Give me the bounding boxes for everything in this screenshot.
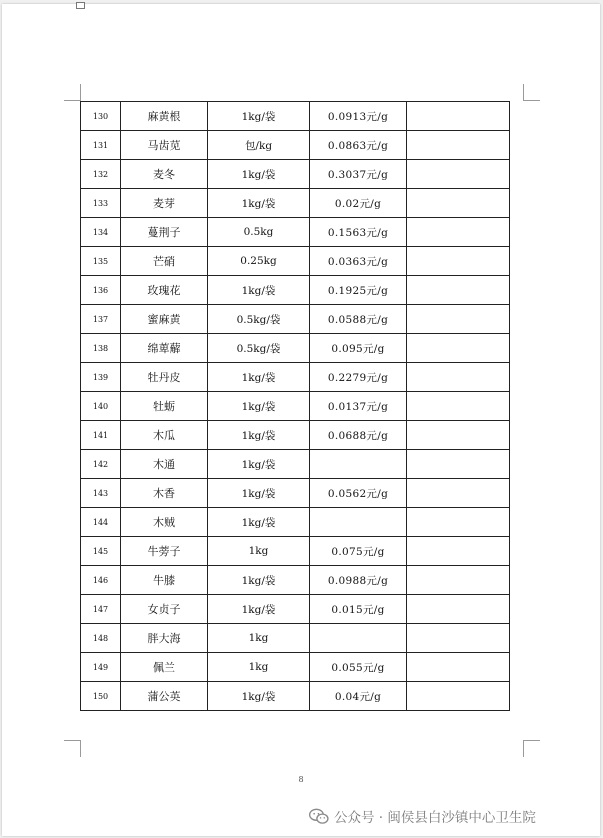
cell-specification: 1kg/袋 — [208, 566, 310, 595]
cell-specification: 1kg/袋 — [208, 363, 310, 392]
cell-unit-price — [310, 508, 407, 537]
cell-remark — [407, 595, 510, 624]
table-row — [81, 334, 510, 363]
cell-number: 138 — [81, 334, 121, 363]
cell-herb-name: 木通 — [121, 450, 208, 479]
cell-herb-name: 女贞子 — [121, 595, 208, 624]
cell-herb-name: 牛蒡子 — [121, 537, 208, 566]
cell-specification: 1kg/袋 — [208, 421, 310, 450]
wechat-icon — [308, 808, 330, 825]
cell-remark — [407, 479, 510, 508]
page-top-marker — [76, 2, 85, 9]
cell-number: 149 — [81, 653, 121, 682]
table-row — [81, 189, 510, 218]
cell-specification: 0.5kg — [208, 218, 310, 247]
cell-herb-name: 木贼 — [121, 508, 208, 537]
cell-remark — [407, 421, 510, 450]
cell-specification: 1kg/袋 — [208, 160, 310, 189]
cell-specification: 1kg — [208, 653, 310, 682]
cell-specification: 1kg/袋 — [208, 450, 310, 479]
cell-remark — [407, 218, 510, 247]
cell-remark — [407, 102, 510, 131]
cell-herb-name: 佩兰 — [121, 653, 208, 682]
table-row — [81, 450, 510, 479]
cell-unit-price: 0.095元/g — [310, 334, 407, 363]
cell-herb-name: 绵萆薢 — [121, 334, 208, 363]
cell-number: 147 — [81, 595, 121, 624]
cell-specification: 1kg/袋 — [208, 276, 310, 305]
cell-number: 139 — [81, 363, 121, 392]
cell-number: 133 — [81, 189, 121, 218]
table-row — [81, 653, 510, 682]
cell-unit-price: 0.0913元/g — [310, 102, 407, 131]
cell-remark — [407, 247, 510, 276]
cell-specification: 1kg/袋 — [208, 508, 310, 537]
cell-unit-price: 0.075元/g — [310, 537, 407, 566]
document-page — [2, 4, 600, 836]
cell-herb-name: 蒲公英 — [121, 682, 208, 711]
cell-unit-price: 0.0562元/g — [310, 479, 407, 508]
cell-number: 150 — [81, 682, 121, 711]
cell-unit-price: 0.055元/g — [310, 653, 407, 682]
cell-herb-name: 麻黄根 — [121, 102, 208, 131]
cell-number: 148 — [81, 624, 121, 653]
cell-unit-price: 0.0363元/g — [310, 247, 407, 276]
cell-specification: 0.25kg — [208, 247, 310, 276]
cell-number: 131 — [81, 131, 121, 160]
cell-herb-name: 麦芽 — [121, 189, 208, 218]
cell-unit-price: 0.0988元/g — [310, 566, 407, 595]
table-row — [81, 247, 510, 276]
cell-unit-price — [310, 450, 407, 479]
cell-herb-name: 马齿苋 — [121, 131, 208, 160]
cell-number: 145 — [81, 537, 121, 566]
cell-remark — [407, 160, 510, 189]
cell-remark — [407, 392, 510, 421]
table-row — [81, 421, 510, 450]
cell-unit-price: 0.04元/g — [310, 682, 407, 711]
cell-remark — [407, 537, 510, 566]
cell-unit-price: 0.0688元/g — [310, 421, 407, 450]
table-row — [81, 682, 510, 711]
cell-number: 130 — [81, 102, 121, 131]
table-row — [81, 276, 510, 305]
cell-number: 142 — [81, 450, 121, 479]
cell-specification: 1kg/袋 — [208, 392, 310, 421]
cell-herb-name: 玫瑰花 — [121, 276, 208, 305]
cell-specification: 包/kg — [208, 131, 310, 160]
cell-specification: 1kg/袋 — [208, 682, 310, 711]
watermark-text: 公众号 · 闽侯县白沙镇中心卫生院 — [334, 810, 536, 826]
cell-herb-name: 芒硝 — [121, 247, 208, 276]
table-row — [81, 624, 510, 653]
cell-specification: 1kg/袋 — [208, 595, 310, 624]
cell-herb-name: 木香 — [121, 479, 208, 508]
table-row — [81, 218, 510, 247]
cell-herb-name: 麦冬 — [121, 160, 208, 189]
table-row — [81, 595, 510, 624]
table-row — [81, 508, 510, 537]
table-row — [81, 102, 510, 131]
cell-unit-price: 0.015元/g — [310, 595, 407, 624]
cell-unit-price: 0.1925元/g — [310, 276, 407, 305]
cell-remark — [407, 131, 510, 160]
crop-mark-bottom-right — [523, 740, 540, 757]
herb-price-table — [80, 101, 510, 711]
cell-herb-name: 牛膝 — [121, 566, 208, 595]
cell-number: 132 — [81, 160, 121, 189]
cell-remark — [407, 653, 510, 682]
cell-number: 143 — [81, 479, 121, 508]
cell-number: 146 — [81, 566, 121, 595]
cell-number: 134 — [81, 218, 121, 247]
table-row — [81, 305, 510, 334]
table-row — [81, 479, 510, 508]
cell-unit-price: 0.2279元/g — [310, 363, 407, 392]
cell-remark — [407, 276, 510, 305]
cell-remark — [407, 450, 510, 479]
cell-unit-price: 0.0863元/g — [310, 131, 407, 160]
cell-number: 136 — [81, 276, 121, 305]
table-row — [81, 392, 510, 421]
cell-unit-price: 0.02元/g — [310, 189, 407, 218]
page-number: 8 — [298, 775, 304, 784]
cell-remark — [407, 624, 510, 653]
cell-herb-name: 牡蛎 — [121, 392, 208, 421]
cell-herb-name: 牡丹皮 — [121, 363, 208, 392]
cell-remark — [407, 566, 510, 595]
cell-remark — [407, 508, 510, 537]
table-row — [81, 160, 510, 189]
cell-specification: 1kg — [208, 624, 310, 653]
cell-specification: 1kg/袋 — [208, 189, 310, 218]
cell-herb-name: 木瓜 — [121, 421, 208, 450]
cell-unit-price: 0.0137元/g — [310, 392, 407, 421]
cell-herb-name: 蜜麻黄 — [121, 305, 208, 334]
table-row — [81, 131, 510, 160]
cell-remark — [407, 334, 510, 363]
cell-remark — [407, 189, 510, 218]
table-row — [81, 566, 510, 595]
cell-unit-price: 0.1563元/g — [310, 218, 407, 247]
cell-number: 144 — [81, 508, 121, 537]
cell-herb-name: 胖大海 — [121, 624, 208, 653]
cell-specification: 0.5kg/袋 — [208, 334, 310, 363]
cell-unit-price: 0.3037元/g — [310, 160, 407, 189]
crop-mark-top-left — [64, 84, 81, 101]
cell-specification: 1kg — [208, 537, 310, 566]
cell-remark — [407, 682, 510, 711]
cell-unit-price: 0.0588元/g — [310, 305, 407, 334]
cell-number: 141 — [81, 421, 121, 450]
table-row — [81, 363, 510, 392]
table-row — [81, 537, 510, 566]
cell-number: 135 — [81, 247, 121, 276]
cell-remark — [407, 305, 510, 334]
cell-remark — [407, 363, 510, 392]
cell-unit-price — [310, 624, 407, 653]
cell-herb-name: 蔓荆子 — [121, 218, 208, 247]
cell-specification: 1kg/袋 — [208, 479, 310, 508]
cell-specification: 0.5kg/袋 — [208, 305, 310, 334]
cell-specification: 1kg/袋 — [208, 102, 310, 131]
cell-number: 140 — [81, 392, 121, 421]
cell-number: 137 — [81, 305, 121, 334]
crop-mark-top-right — [523, 84, 540, 101]
crop-mark-bottom-left — [64, 740, 81, 757]
watermark — [308, 806, 536, 826]
table-body — [81, 102, 510, 711]
